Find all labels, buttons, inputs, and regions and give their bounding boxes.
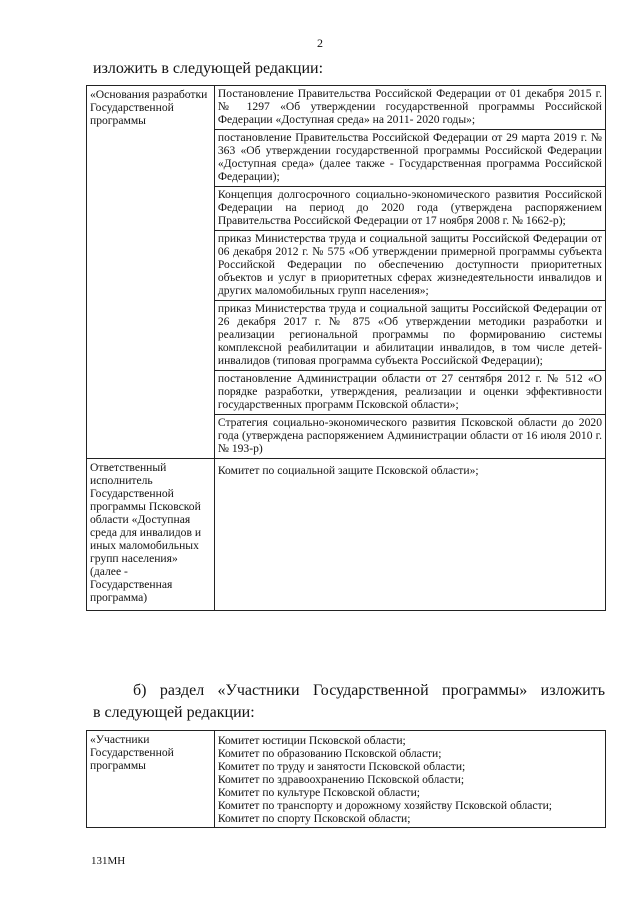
intro-text: изложить в следующей редакции: <box>93 60 324 77</box>
row-value-basis <box>214 86 605 459</box>
table-row <box>87 731 606 828</box>
participants-table <box>86 730 606 828</box>
list-item: Комитет по культуре Псковской области; <box>217 786 421 799</box>
list-item: Комитет по транспорту и дорожному хозяйству Псковской области; <box>217 799 553 812</box>
basis-paragraph: Концепция долгосрочного социально-экономического развития Российской Федерации на период до 2020 года (утверждена распоряжением Правительства Российской Федерации от 17 ноября 2008 г. № 1662-р); <box>215 186 605 230</box>
row-label-executor: Ответственный исполнитель Государственной программы Псковской области «Доступная среда для инвалидов и иных маломобильных групп населения» (далее - Государственная программа) <box>87 459 215 611</box>
section-b-line: в следующей редакции: <box>93 704 255 721</box>
document-code: 131МН <box>91 855 126 867</box>
table-row <box>87 459 606 611</box>
page-number: 2 <box>317 36 323 50</box>
program-table <box>86 85 606 611</box>
participants-label: «Участники Государственной программы <box>87 731 215 828</box>
basis-paragraph: постановление Администрации области от 27 сентября 2012 г. № 512 «О порядке разработки, утверждения, реализации и оценки эффективности государственных программ Псковской области»; <box>215 370 605 414</box>
basis-paragraph: Стратегия социально-экономического развития Псковской области до 2020 года (утверждена распоряжением Администрации области от 16 июля 2010 г. № 193-р) <box>215 414 605 458</box>
list-item: Комитет по здравоохранению Псковской области; <box>217 773 465 786</box>
executor-value: Комитет по социальной защите Псковской области»; <box>217 464 479 477</box>
section-b-paragraph <box>93 680 605 724</box>
basis-paragraph: приказ Министерства труда и социальной защиты Российской Федерации от 06 декабря 2012 г. № 575 «Об утверждении примерной программы субъекта Российской Федерации по обеспечению доступности приоритетных объектов и услуг в приоритетных сферах жизнедеятельности инвалидов и других маломобильных групп населения»; <box>215 230 605 300</box>
participants-list <box>214 731 605 828</box>
section-b-line: б) раздел «Участники Государственной программы» изложить <box>133 682 605 699</box>
list-item: Комитет по образованию Псковской области; <box>217 747 442 760</box>
list-item: Комитет по труду и занятости Псковской области; <box>217 760 466 773</box>
table-row <box>87 86 606 459</box>
list-item: Комитет по спорту Псковской области; <box>217 812 411 825</box>
basis-paragraph: постановление Правительства Российской Федерации от 29 марта 2019 г. № 363 «Об утверждении государственной программы Российской Федерации «Доступная среда» (далее также - Государственная программа Российской Федерации); <box>215 129 605 186</box>
basis-paragraph: Постановление Правительства Российской Федерации от 01 декабря 2015 г. № 1297 «Об утверждении государственной программы Российской Федерации «Доступная среда» на 2011- 2020 годы»; <box>217 87 602 126</box>
row-label-basis: «Основания разработки Государственной программы <box>87 86 215 459</box>
row-value-executor <box>214 459 605 611</box>
list-item: Комитет юстиции Псковской области; <box>217 734 406 747</box>
basis-paragraph: приказ Министерства труда и социальной защиты Российской Федерации от 26 декабря 2017 г. № 875 «Об утверждении методики разработки и реализации региональной программы по формированию системы комплексной реабилитации и абилитации инвалидов, в том числе детей-инвалидов (типовая программа субъекта Российской Федерации); <box>215 300 605 370</box>
